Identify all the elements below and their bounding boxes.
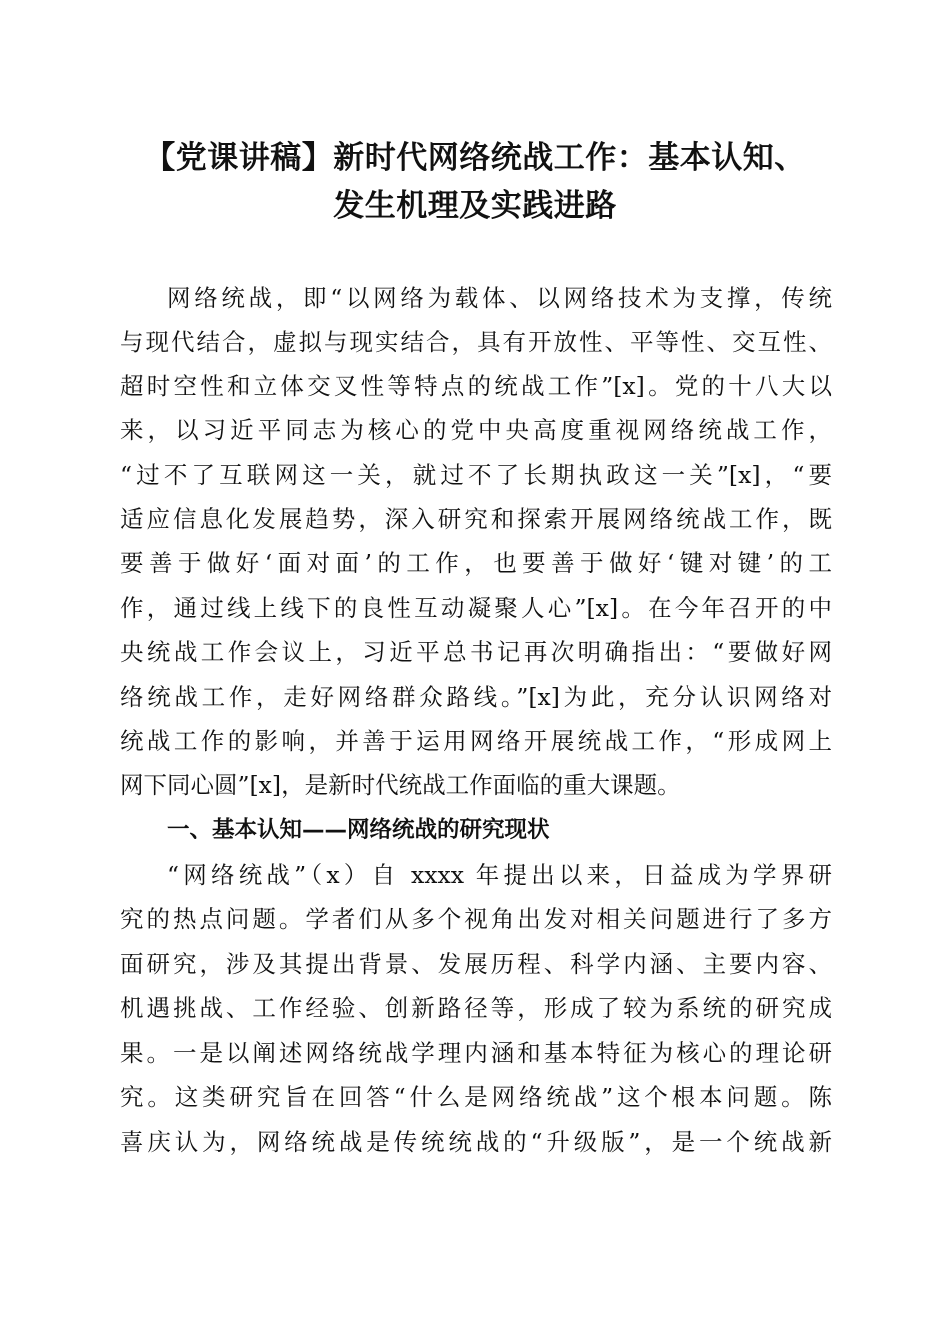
paragraph-1-line: 网络统战，即“以网络为载体、以网络技术为支撑，传统 [167, 284, 832, 312]
paragraph-2-line: 究。这类研究旨在回答“什么是网络统战”这个根本问题。陈 [120, 1083, 832, 1111]
paragraph-1-line: 超时空性和立体交叉性等特点的统战工作”[x]。党的十八大以 [120, 372, 832, 400]
paragraph-1-line: 网下同心圆”[x]，是新时代统战工作面临的重大课题。 [120, 771, 681, 799]
paragraph-1-line: 与现代结合，虚拟与现实结合，具有开放性、平等性、交互性、 [120, 328, 832, 356]
paragraph-1-line: 作，通过线上线下的良性互动凝聚人心”[x]。在今年召开的中 [120, 594, 832, 622]
paragraph-1-line: “过不了互联网这一关，就过不了长期执政这一关”[x]，“要 [120, 461, 832, 489]
document-title-line-2: 发生机理及实践进路 [333, 188, 617, 224]
paragraph-2-line: 面研究，涉及其提出背景、发展历程、科学内涵、主要内容、 [120, 950, 832, 978]
paragraph-1-line: 适应信息化发展趋势，深入研究和探索开展网络统战工作，既 [120, 505, 832, 533]
paragraph-1-line: 统战工作的影响，并善于运用网络开展统战工作，“形成网上 [120, 727, 832, 755]
paragraph-2-line: 喜庆认为，网络统战是传统统战的“升级版”，是一个统战新 [120, 1128, 832, 1156]
paragraph-1-line: 络统战工作，走好网络群众路线。”[x]为此，充分认识网络对 [120, 683, 832, 711]
paragraph-2-line: “网络统战”（x）自 xxxx 年提出以来，日益成为学界研 [167, 861, 832, 889]
paragraph-1-line: 要善于做好‘面对面’的工作，也要善于做好‘键对键’的工 [120, 549, 832, 577]
section-1-heading: 一、基本认知——网络统战的研究现状 [167, 817, 550, 843]
paragraph-1-line: 来，以习近平同志为核心的党中央高度重视网络统战工作， [120, 416, 832, 444]
paragraph-2-line: 机遇挑战、工作经验、创新路径等，形成了较为系统的研究成 [120, 994, 832, 1022]
document-title-line-1: 【党课讲稿】新时代网络统战工作：基本认知、 [144, 140, 806, 176]
paragraph-1-line: 央统战工作会议上，习近平总书记再次明确指出：“要做好网 [120, 638, 832, 666]
paragraph-2-line: 究的热点问题。学者们从多个视角出发对相关问题进行了多方 [120, 905, 832, 933]
paragraph-2-line: 果。一是以阐述网络统战学理内涵和基本特征为核心的理论研 [120, 1039, 832, 1067]
